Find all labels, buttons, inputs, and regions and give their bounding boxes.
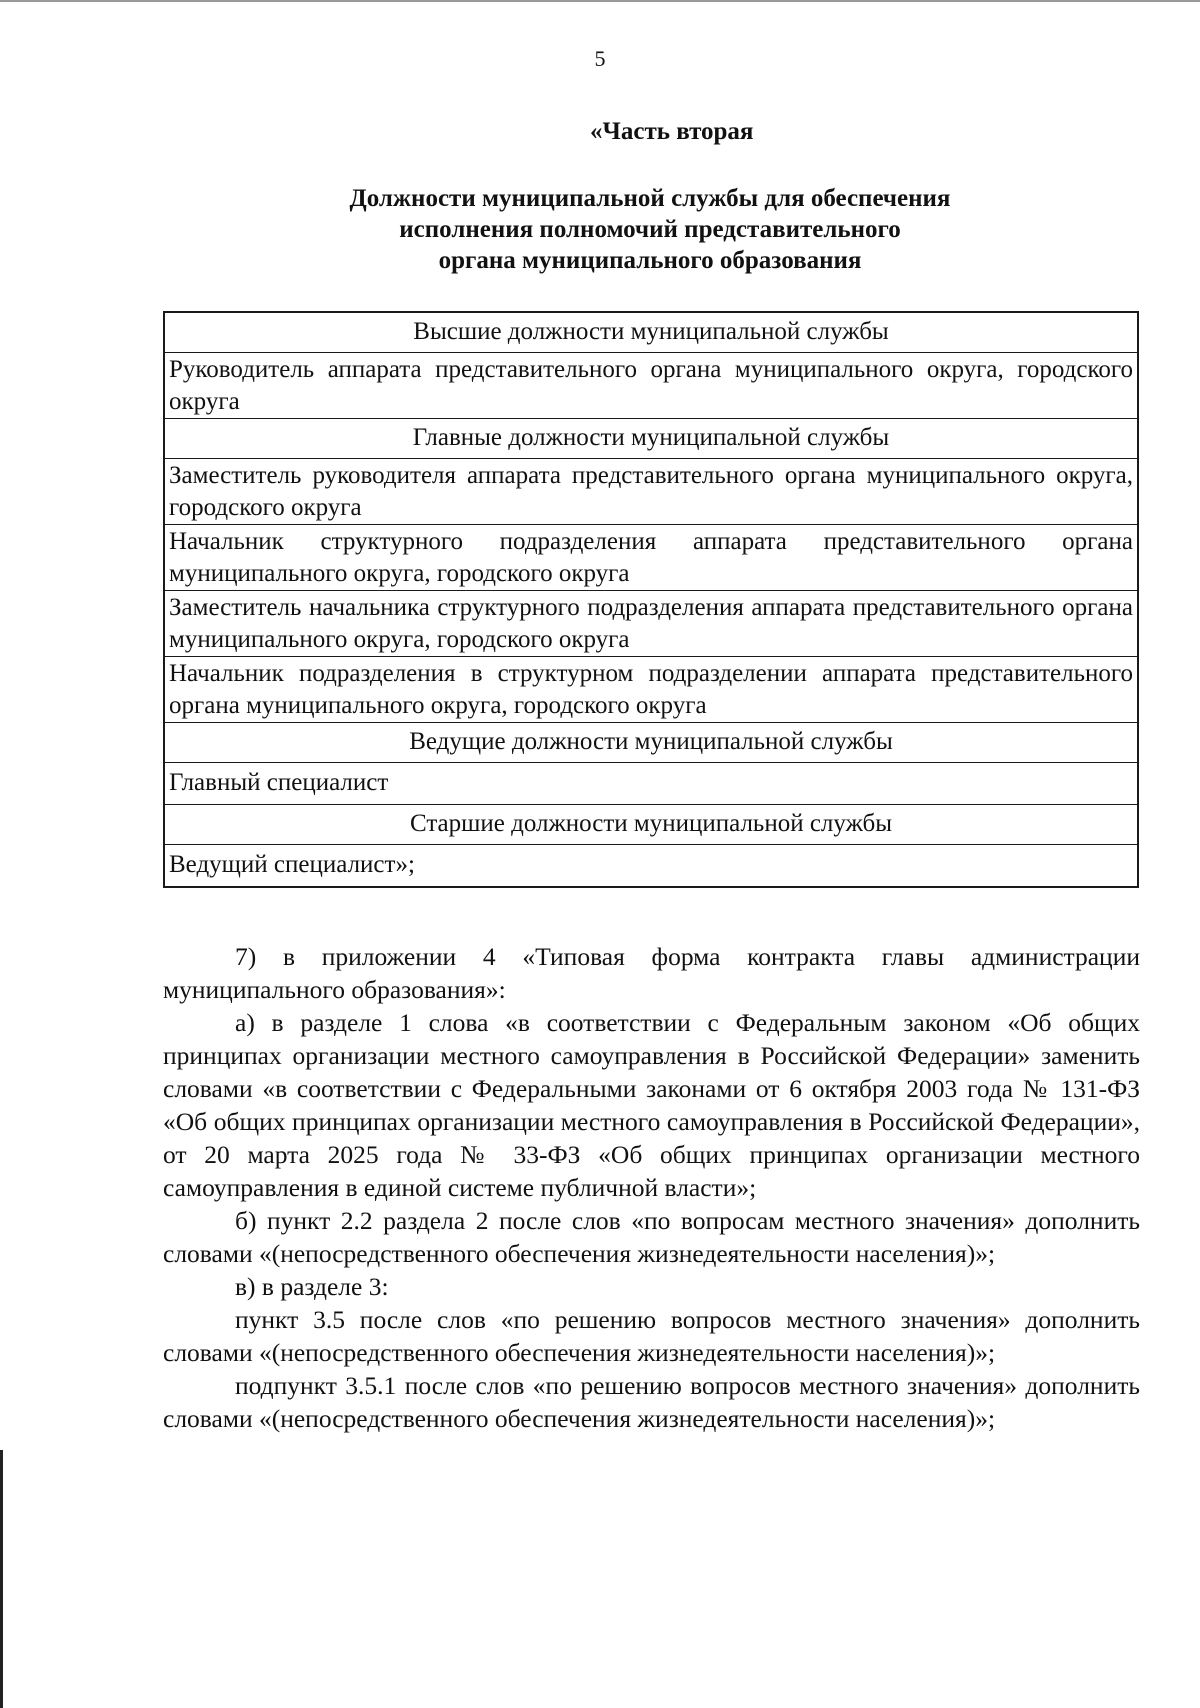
position-chief-specialist: Главный специалист: [164, 763, 1138, 805]
table-row: [164, 525, 1138, 591]
table-row: [164, 353, 1138, 419]
section-heading: [280, 183, 1020, 276]
position-head-of-structural-unit: Начальник структурного подразделения аппарата представительного органа муниципального округа, городского округа: [164, 525, 1138, 591]
table-row: [164, 459, 1138, 525]
paragraph-subitem-v: в) в разделе 3:: [235, 1272, 389, 1301]
scan-left-edge-mark: [0, 1450, 3, 1708]
section-heading-line-2: исполнения полномочий представительного: [399, 216, 901, 243]
page-number: 5: [594, 46, 606, 71]
position-head-of-subdivision: Начальник подразделения в структурном подразделении аппарата представительного органа муниципального округа, городского округа: [164, 657, 1138, 723]
position-leading-specialist: Ведущий специалист»;: [164, 845, 1138, 888]
table-group-heading-row: [164, 805, 1138, 845]
position-deputy-head-of-apparatus: Заместитель руководителя аппарата представительного органа муниципального округа, городского округа: [164, 459, 1138, 525]
group-heading-senior: Старшие должности муниципальной службы: [164, 805, 1138, 845]
paragraph-item-7: 7) в приложении 4 «Типовая форма контракта главы администрации муниципального образования»:: [163, 942, 1140, 1004]
part-title: «Часть вторая: [590, 118, 754, 145]
position-head-of-apparatus: Руководитель аппарата представительного органа муниципального округа, городского округа: [164, 353, 1138, 419]
table-row: [164, 845, 1138, 888]
table-row: [164, 763, 1138, 805]
positions-table: [163, 311, 1139, 888]
paragraph-subitem-b: б) пункт 2.2 раздела 2 после слов «по вопросам местного значения» дополнить словами «(непосредственного обеспечения жизнедеятельности населения)»;: [163, 1206, 1140, 1268]
section-heading-line-3: органа муниципального образования: [438, 247, 862, 274]
table-row: [164, 591, 1138, 657]
table-row: [164, 657, 1138, 723]
amendment-text: [163, 940, 1140, 1435]
paragraph-clause-3-5-1: подпункт 3.5.1 после слов «по решению вопросов местного значения» дополнить словами «(непосредственного обеспечения жизнедеятельности населения)»;: [163, 1371, 1140, 1433]
section-heading-line-1: Должности муниципальной службы для обеспечения: [349, 185, 951, 212]
scan-top-edge-line: [0, 0, 1200, 2]
table-group-heading-row: [164, 419, 1138, 459]
group-heading-chief: Главные должности муниципальной службы: [164, 419, 1138, 459]
table-group-heading-row: [164, 312, 1138, 353]
group-heading-leading: Ведущие должности муниципальной службы: [164, 723, 1138, 763]
position-deputy-head-of-structural-unit: Заместитель начальника структурного подразделения аппарата представительного органа муниципального округа, городского округа: [164, 591, 1138, 657]
group-heading-highest: Высшие должности муниципальной службы: [164, 312, 1138, 353]
paragraph-subitem-a: а) в разделе 1 слова «в соответствии с Федеральным законом «Об общих принципах организации местного самоуправления в Российской Федерации» заменить словами «в соответствии с Федеральными законами от 6 октября 2003 года № 131-ФЗ «Об общих принципах организации местного самоуправления в Российской Федерации», от 20 марта 2025 года № 33-ФЗ «Об общих принципах организации местного самоуправления в единой системе публичной власти»;: [163, 1008, 1140, 1202]
table-group-heading-row: [164, 723, 1138, 763]
paragraph-clause-3-5: пункт 3.5 после слов «по решению вопросов местного значения» дополнить словами «(непосредственного обеспечения жизнедеятельности населения)»;: [163, 1305, 1140, 1367]
